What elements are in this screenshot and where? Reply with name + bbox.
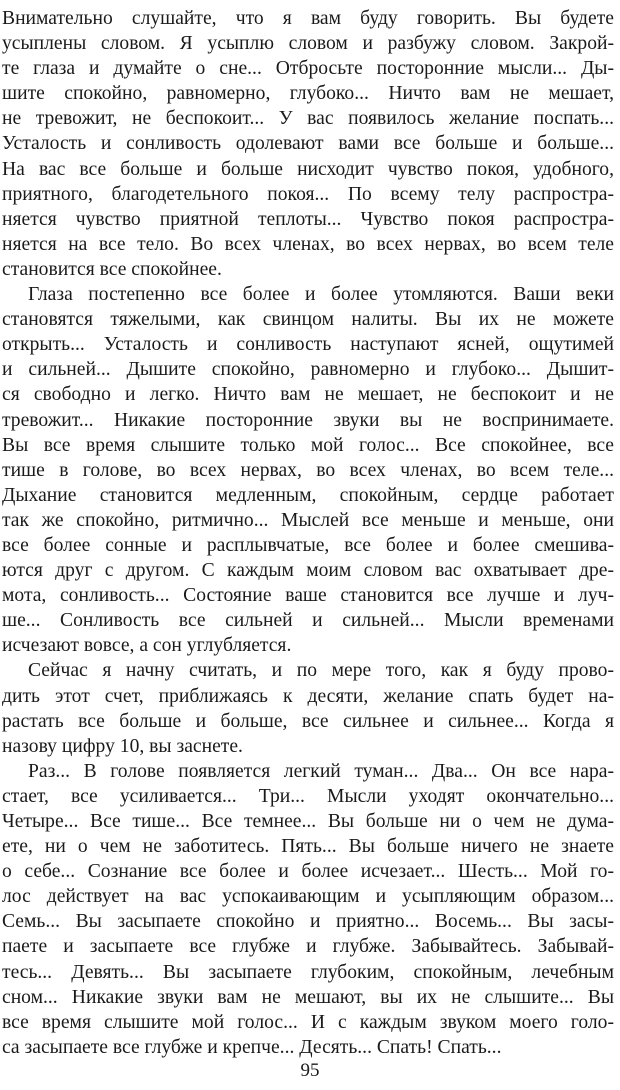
text-line: о себе... Сознание все более и более исчезает... Шесть... Мой го- — [2, 861, 614, 883]
body-text — [2, 6, 614, 1060]
text-line: растать все больше и больше, все сильнее и сильнее... Когда я — [2, 710, 614, 732]
text-line: са засыпаете все глубже и крепче... Десять... Спать! Спать... — [2, 1036, 502, 1058]
text-line: ше... Сонливость все сильней и сильней... Мысли временами — [2, 610, 614, 632]
text-line: исчезают вовсе, а сон углубляется. — [2, 635, 292, 657]
text-line: усыплены словом. Я усыплю словом и разбужу словом. Закрой- — [2, 33, 614, 55]
paragraph — [2, 6, 614, 282]
text-line: ете, ни о чем не заботитесь. Пять... Вы больше ничего не знаете — [2, 836, 614, 858]
text-line: Дыхание становится медленным, спокойным, сердце работает — [2, 484, 614, 506]
page-number: 95 — [300, 1060, 320, 1081]
text-line: Внимательно слушайте, что я вам буду говорить. Вы будете — [2, 8, 614, 29]
text-line: дить этот счет, приближаясь к десяти, желание спать будет на- — [2, 685, 614, 707]
text-line: все более сонные и расплывчатые, все более и более смешива- — [2, 534, 614, 556]
text-line: так же спокойно, ритмично... Мыслей все меньше и меньше, они — [2, 509, 614, 531]
text-line: открыть... Усталость и сонливость наступают ясней, ощутимей — [2, 334, 614, 356]
paragraph — [2, 759, 614, 1060]
text-line: няется на все тело. Во всех членах, во всех нервах, во всем теле — [2, 233, 614, 255]
text-line: Глаза постепенно все более и более утомляются. Ваши веки — [28, 284, 614, 306]
text-line: няется чувство приятной теплоты... Чувство покоя распростра- — [2, 208, 614, 230]
text-line: паете и засыпаете все глубже и глубже. Забывайтесь. Забывай- — [2, 936, 614, 958]
text-line: становится все спокойнее. — [2, 258, 222, 280]
text-line: Усталость и сонливость одолевают вами все больше и больше... — [2, 133, 614, 155]
text-line: мота, сонливость... Состояние ваше становится все лучше и луч- — [2, 585, 614, 607]
text-line: тесь... Девять... Вы засыпаете глубоким, спокойным, лечебным — [2, 961, 614, 983]
paragraph — [2, 282, 614, 658]
paragraph — [2, 658, 614, 758]
text-line: приятного, благодетельного покоя... По всему телу распростра- — [2, 183, 614, 205]
text-line: лос действует на вас успокаивающим и усыпляющим образом... — [2, 886, 614, 908]
text-line: Сейчас я начну считать, и по мере того, как я буду прово- — [28, 660, 614, 682]
text-line: не тревожит, не беспокоит... У вас появилось желание поспать... — [2, 108, 614, 130]
text-line: ются друг с другом. С каждым моим словом вас охватывает дре- — [2, 560, 614, 582]
text-line: Раз... В голове появляется легкий туман... Два... Он все нара- — [28, 760, 614, 782]
text-line: На вас все больше и больше нисходит чувство покоя, удобного, — [2, 158, 614, 180]
text-line: Четыре... Все тише... Все темнее... Вы больше ни о чем не дума- — [2, 811, 614, 832]
text-line: ся свободно и легко. Ничто вам не мешает, не беспокоит и не — [2, 384, 614, 406]
text-line: становятся тяжелыми, как свинцом налиты. Вы их не можете — [2, 309, 614, 331]
text-line: Семь... Вы засыпаете спокойно и приятно... Восемь... Вы засы- — [2, 911, 614, 933]
text-line: все время слышите мой голос... И с каждым звуком моего голо- — [2, 1011, 614, 1033]
text-line: Вы все время слышите только мой голос... Все спокойнее, все — [2, 434, 614, 456]
text-line: назову цифру 10, вы заснете. — [2, 735, 243, 757]
text-line: шите спокойно, равномерно, глубоко... Ничто вам не мешает, — [2, 83, 614, 105]
text-line: те глаза и думайте о сне... Отбросьте посторонние мысли... Ды- — [2, 58, 614, 80]
text-line: и сильней... Дышите спокойно, равномерно и глубоко... Дышит- — [2, 359, 614, 381]
text-line: стает, все усиливается... Три... Мысли уходят окончательно... — [2, 785, 614, 807]
text-line: тише в голове, во всех нервах, во всех членах, во всем теле... — [2, 459, 614, 481]
text-line: тревожит... Никакие посторонние звуки вы не воспринимаете. — [2, 409, 614, 431]
text-line: сном... Никакие звуки вам не мешают, вы их не слышите... Вы — [2, 986, 614, 1008]
